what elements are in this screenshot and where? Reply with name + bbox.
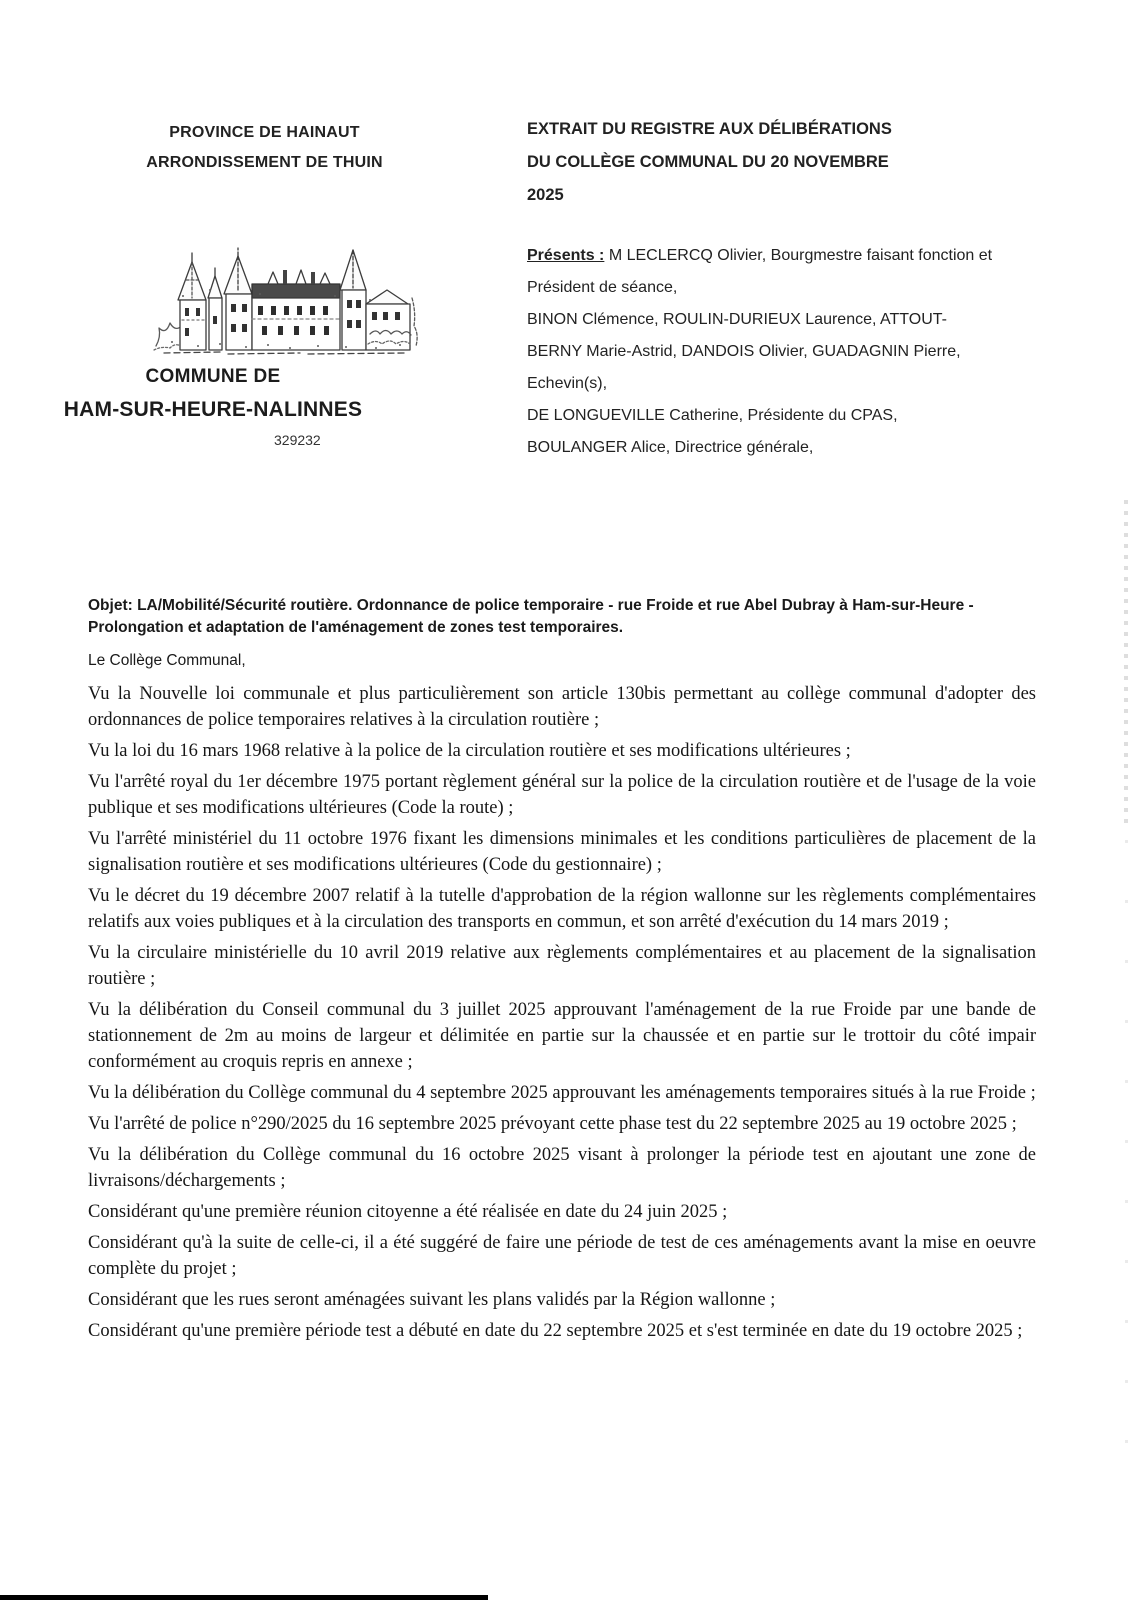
body-paragraph: Vu l'arrêté royal du 1er décembre 1975 portant règlement général sur la police de la circulation routière et de l'usage de la voie publique et ses modifications ultérieures (Code la route) ;: [88, 772, 1036, 818]
body-paragraph: Vu la circulaire ministérielle du 10 avril 2019 relative aux règlements complémentaires et au placement de la signalisation routière ;: [88, 943, 1036, 989]
scan-artifact-right-edge: [1124, 500, 1128, 830]
province-line: PROVINCE DE HAINAUT: [169, 124, 360, 141]
body-paragraph: Considérant qu'une première période test a débuté en date du 22 septembre 2025 et s'est terminée en date du 19 octobre 2025 ;: [88, 1321, 1023, 1341]
commune-block: [38, 366, 388, 422]
presents-line: DE LONGUEVILLE Catherine, Présidente du CPAS,: [527, 407, 898, 424]
presents-line1-text: M LECLERCQ Olivier, Bourgmestre faisant fonction et: [608, 247, 993, 264]
arrondissement-line: ARRONDISSEMENT DE THUIN: [146, 154, 383, 171]
presents-line: BERNY Marie-Astrid, DANDOIS Olivier, GUADAGNIN Pierre,: [527, 343, 961, 360]
body-paragraph: Vu la loi du 16 mars 1968 relative à la police de la circulation routière et ses modifications ultérieures ;: [88, 741, 851, 761]
header-right: [527, 113, 1067, 212]
body-paragraph: Vu le décret du 19 décembre 2007 relatif à la tutelle d'approbation de la région wallonne sur les règlements complémentaires relatifs aux voies publiques et à la circulation des transports en commun, et son arrêté d'exécution du 14 mars 2019 ;: [88, 886, 1036, 932]
commune-code: 329232: [274, 432, 321, 448]
body-paragraph: Vu l'arrêté ministériel du 11 octobre 1976 fixant les dimensions minimales et les conditions particulières de placement de la signalisation routière et ses modifications ultérieures (Code du gestionnaire) ;: [88, 829, 1036, 875]
commune-label: COMMUNE DE: [145, 366, 281, 387]
scan-artifact-bottom-bar: [0, 1595, 488, 1600]
extract-title-line2: DU COLLÈGE COMMUNAL DU 20 NOVEMBRE: [527, 153, 889, 171]
body-paragraph: Considérant que les rues seront aménagées suivant les plans validés par la Région wallonne ;: [88, 1290, 776, 1310]
presents-label: Présents :: [527, 247, 605, 264]
presents-line: BOULANGER Alice, Directrice générale,: [527, 439, 814, 456]
commune-name: HAM-SUR-HEURE-NALINNES: [63, 398, 363, 421]
objet-heading: Objet: LA/Mobilité/Sécurité routière. Ordonnance de police temporaire - rue Froide et rue Abel Dubray à Ham-sur-Heure - Prolongation et adaptation de l'aménagement de zones test temporaires.: [88, 597, 974, 636]
header-left: [142, 118, 387, 178]
body-paragraph: Vu la délibération du Collège communal du 4 septembre 2025 approuvant les aménagements temporaires situés à la rue Froide ;: [88, 1083, 1036, 1103]
deliberation-body: [88, 681, 1036, 1349]
presents-line: BINON Clémence, ROULIN-DURIEUX Laurence, ATTOUT-: [527, 311, 947, 328]
castle-engraving-icon: [150, 246, 422, 371]
body-paragraph: Vu la délibération du Collège communal du 16 octobre 2025 visant à prolonger la période test en ajoutant une zone de livraisons/déchargements ;: [88, 1145, 1036, 1191]
presents-line: Echevin(s),: [527, 375, 608, 392]
body-paragraph: Vu la délibération du Conseil communal du 3 juillet 2025 approuvant l'aménagement de la rue Froide par une bande de stationnement de 2m au moins de largeur et délimitée en partie sur la chaussée et en partie sur le trottoir du côté impair conformément au croquis repris en annexe ;: [88, 1000, 1036, 1072]
extract-title-line1: EXTRAIT DU REGISTRE AUX DÉLIBÉRATIONS: [527, 120, 892, 138]
body-paragraph: Vu l'arrêté de police n°290/2025 du 16 septembre 2025 prévoyant cette phase test du 22 septembre 2025 au 19 octobre 2025 ;: [88, 1114, 1017, 1134]
presents-line: Président de séance,: [527, 279, 678, 296]
college-intro: Le Collège Communal,: [88, 652, 246, 669]
scan-artifact-right-edge-sparse: [1125, 840, 1128, 1460]
body-paragraph: Considérant qu'une première réunion citoyenne a été réalisée en date du 24 juin 2025 ;: [88, 1202, 728, 1222]
body-paragraph: Vu la Nouvelle loi communale et plus particulièrement son article 130bis permettant au collège communal d'adopter des ordonnances de police temporaires relatives à la circulation routière ;: [88, 684, 1036, 730]
presents-section: [527, 240, 1072, 464]
extract-title-line3: 2025: [527, 186, 564, 204]
body-paragraph: Considérant qu'à la suite de celle-ci, il a été suggéré de faire une période de test de ces aménagements avant la mise en oeuvre complète du projet ;: [88, 1233, 1036, 1279]
presents-line: [527, 240, 1072, 272]
